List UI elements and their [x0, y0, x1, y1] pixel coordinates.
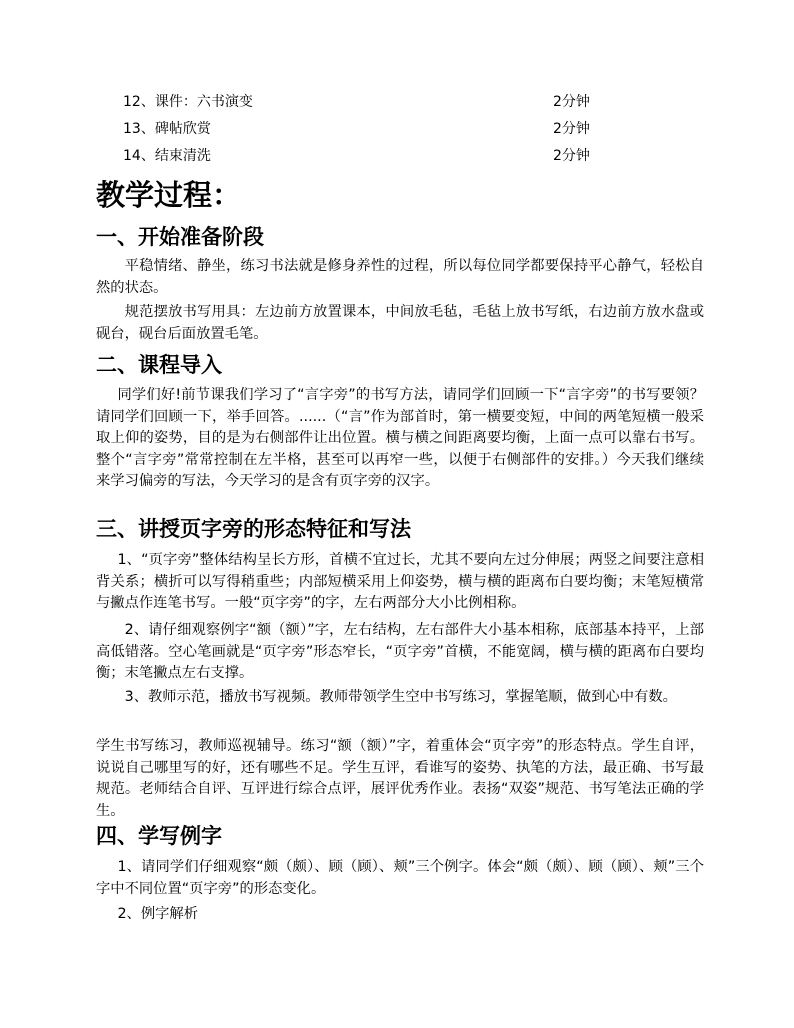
section-heading-3: 三、讲授页字旁的形态特征和写法 [96, 516, 411, 541]
section-3-paragraph-1: 1、“页字旁”整体结构呈长方形，首横不宜过长，尤其不要向左过分伸展；两竖之间要注意相背关系；横折可以写得稍重些；内部短横采用上仰姿势，横与横的距离布白要均衡；末笔短横常与撇点作连笔书写。一般“页字旁”的字，左右两部分大小比例相称。 [96, 552, 704, 612]
section-4-paragraph-2: 2、例字解析 [117, 906, 199, 922]
schedule-item: 14、结束清洗 [123, 148, 211, 164]
schedule-item: 12、课件：六书演变 [123, 94, 253, 110]
schedule-row [123, 93, 590, 111]
schedule-duration: 2分钟 [553, 94, 590, 110]
section-3-paragraph-2: 2、请仔细观察例字“额（额）”字，左右结构，左右部件大小基本相称，底部基本持平，上部高低错落。空心笔画就是“页字旁”形态窄长，“页字旁”首横，不能宽阔，横与横的距离布白要均衡；末笔撇点左右支撑。 [96, 622, 704, 682]
schedule-item: 13、碑帖欣赏 [123, 121, 211, 137]
section-1-paragraph-2: 规范摆放书写用具：左边前方放置课本，中间放毛毡，毛毡上放书写纸，右边前方放水盘或砚台，砚台后面放置毛笔。 [96, 304, 704, 342]
schedule-row [123, 147, 590, 165]
section-1-paragraph-1: 平稳情绪、静坐，练习书法就是修身养性的过程，所以每位同学都要保持平心静气，轻松自然的状态。 [96, 258, 704, 296]
section-2-paragraph-1: 同学们好!前节课我们学习了“言字旁”的书写方法，请同学们回顾一下“言字旁”的书写要领？请同学们回顾一下，举手回答。......（“言”作为部首时，第一横要变短，中间的两笔短横一般采取上仰的姿势，目的是为右侧部件让出位置。横与横之间距离要均衡，上面一点可以靠右书写。整个“言字旁”常常控制在左半格，甚至可以再窄一些，以便于右侧部件的安排。）今天我们继续来学习偏旁的写法，今天学习的是含有页字旁的汉字。 [96, 387, 704, 490]
schedule-duration: 2分钟 [553, 121, 590, 137]
main-heading: 教学过程： [96, 178, 242, 212]
section-4-paragraph-1: 1、请同学们仔细观察“颇（颇）、顾（顾）、颊”三个例字。体会“颇（颇）、顾（顾）、颊”三个字中不同位置“页字旁”的形态变化。 [96, 859, 704, 897]
section-heading-4: 四、学写例字 [96, 823, 222, 848]
section-3-paragraph-3: 3、教师示范，播放书写视频。教师带领学生空中书写练习，掌握笔顺，做到心中有数。 [124, 689, 677, 705]
schedule-duration: 2分钟 [553, 148, 590, 164]
section-3-paragraph-4: 学生书写练习，教师巡视辅导。练习“额（额）”字，着重体会“页字旁”的形态特点。学生自评，说说自己哪里写的好，还有哪些不足。学生互评，看谁写的姿势、执笔的方法，最正确、书写最规范。老师结合自评、互评进行综合点评，展评优秀作业。表扬“双姿”规范、书写笔法正确的学生。 [96, 738, 704, 819]
schedule-row [123, 120, 590, 138]
section-heading-2: 二、课程导入 [96, 352, 222, 377]
section-heading-1: 一、开始准备阶段 [96, 224, 264, 249]
